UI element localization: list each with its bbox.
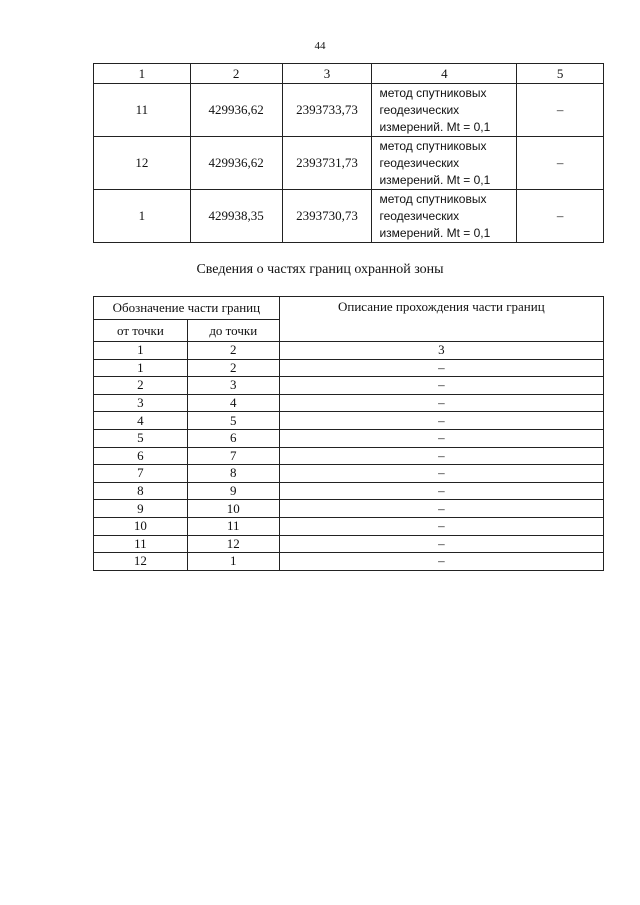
boundary-parts-table-body bbox=[94, 297, 604, 571]
point-number: 1 bbox=[94, 190, 191, 243]
determination-method bbox=[372, 137, 517, 190]
column-number-2: 2 bbox=[190, 64, 282, 84]
to-point: 2 bbox=[187, 359, 279, 377]
column-number-1: 1 bbox=[94, 64, 191, 84]
boundary-parts-table bbox=[93, 296, 604, 571]
from-point: 10 bbox=[94, 517, 188, 535]
coordinate-y: 2393733,73 bbox=[282, 84, 372, 137]
coordinate-y: 2393731,73 bbox=[282, 137, 372, 190]
part-description: – bbox=[279, 394, 603, 412]
to-point: 3 bbox=[187, 377, 279, 395]
from-point: 2 bbox=[94, 377, 188, 395]
part-description: – bbox=[279, 482, 603, 500]
column-5-value: – bbox=[517, 137, 604, 190]
column-5-value: – bbox=[517, 190, 604, 243]
part-description: – bbox=[279, 359, 603, 377]
boundary-part-row bbox=[94, 535, 604, 553]
part-description: – bbox=[279, 465, 603, 483]
method-line: метод спутниковых bbox=[379, 138, 487, 153]
point-number: 11 bbox=[94, 84, 191, 137]
from-point: 12 bbox=[94, 553, 188, 571]
parts-numbering-row bbox=[94, 342, 604, 360]
to-point-header: до точки bbox=[187, 320, 279, 342]
part-description: – bbox=[279, 412, 603, 430]
part-description: – bbox=[279, 517, 603, 535]
page-number: 44 bbox=[314, 40, 326, 52]
column-number-4: 4 bbox=[372, 64, 517, 84]
method-line: геодезических bbox=[379, 155, 460, 170]
boundary-part-row bbox=[94, 517, 604, 535]
from-point: 8 bbox=[94, 482, 188, 500]
to-point: 9 bbox=[187, 482, 279, 500]
column-number-1: 1 bbox=[94, 342, 188, 360]
point-number: 12 bbox=[94, 137, 191, 190]
boundary-part-row bbox=[94, 465, 604, 483]
from-point: 5 bbox=[94, 429, 188, 447]
coordinate-y: 2393730,73 bbox=[282, 190, 372, 243]
method-line: геодезических bbox=[379, 208, 460, 223]
coordinate-row bbox=[94, 84, 604, 137]
coordinate-row bbox=[94, 137, 604, 190]
coordinate-row bbox=[94, 190, 604, 243]
from-point: 1 bbox=[94, 359, 188, 377]
to-point: 7 bbox=[187, 447, 279, 465]
from-point: 9 bbox=[94, 500, 188, 518]
method-line: измерений. Mt = 0,1 bbox=[379, 225, 491, 240]
determination-method bbox=[372, 190, 517, 243]
column-5-value: – bbox=[517, 84, 604, 137]
coordinates-header-row bbox=[94, 64, 604, 84]
column-number-3: 3 bbox=[279, 342, 603, 360]
column-number-5: 5 bbox=[517, 64, 604, 84]
to-point: 1 bbox=[187, 553, 279, 571]
to-point: 10 bbox=[187, 500, 279, 518]
boundary-part-row bbox=[94, 412, 604, 430]
to-point: 5 bbox=[187, 412, 279, 430]
coordinate-x: 429938,35 bbox=[190, 190, 282, 243]
determination-method bbox=[372, 84, 517, 137]
from-point: 7 bbox=[94, 465, 188, 483]
to-point: 12 bbox=[187, 535, 279, 553]
from-point: 6 bbox=[94, 447, 188, 465]
to-point: 6 bbox=[187, 429, 279, 447]
method-line: метод спутниковых bbox=[379, 191, 487, 206]
boundary-part-row bbox=[94, 429, 604, 447]
column-number-3: 3 bbox=[282, 64, 372, 84]
to-point: 4 bbox=[187, 394, 279, 412]
part-description: – bbox=[279, 535, 603, 553]
from-point: 11 bbox=[94, 535, 188, 553]
part-description: – bbox=[279, 377, 603, 395]
coordinates-table-body bbox=[94, 64, 604, 243]
method-line: метод спутниковых bbox=[379, 85, 487, 100]
boundary-part-row bbox=[94, 359, 604, 377]
from-point-header: от точки bbox=[94, 320, 188, 342]
part-description: – bbox=[279, 429, 603, 447]
part-description: – bbox=[279, 500, 603, 518]
part-description: – bbox=[279, 447, 603, 465]
boundary-part-designation-header: Обозначение части границ bbox=[94, 297, 280, 320]
boundary-description-header: Описание прохождения части границ bbox=[279, 297, 603, 342]
column-number-2: 2 bbox=[187, 342, 279, 360]
boundary-part-row bbox=[94, 500, 604, 518]
boundary-part-row bbox=[94, 394, 604, 412]
method-line: измерений. Mt = 0,1 bbox=[379, 172, 491, 187]
boundary-part-row bbox=[94, 447, 604, 465]
section-title: Сведения о частях границ охранной зоны bbox=[196, 262, 444, 277]
to-point: 11 bbox=[187, 517, 279, 535]
boundary-part-row bbox=[94, 377, 604, 395]
method-line: геодезических bbox=[379, 102, 460, 117]
coordinate-x: 429936,62 bbox=[190, 84, 282, 137]
boundary-part-row bbox=[94, 553, 604, 571]
method-line: измерений. Mt = 0,1 bbox=[379, 119, 491, 134]
coordinate-x: 429936,62 bbox=[190, 137, 282, 190]
from-point: 4 bbox=[94, 412, 188, 430]
boundary-part-row bbox=[94, 482, 604, 500]
coordinates-table bbox=[93, 63, 604, 243]
from-point: 3 bbox=[94, 394, 188, 412]
part-description: – bbox=[279, 553, 603, 571]
parts-header-row bbox=[94, 297, 604, 320]
to-point: 8 bbox=[187, 465, 279, 483]
